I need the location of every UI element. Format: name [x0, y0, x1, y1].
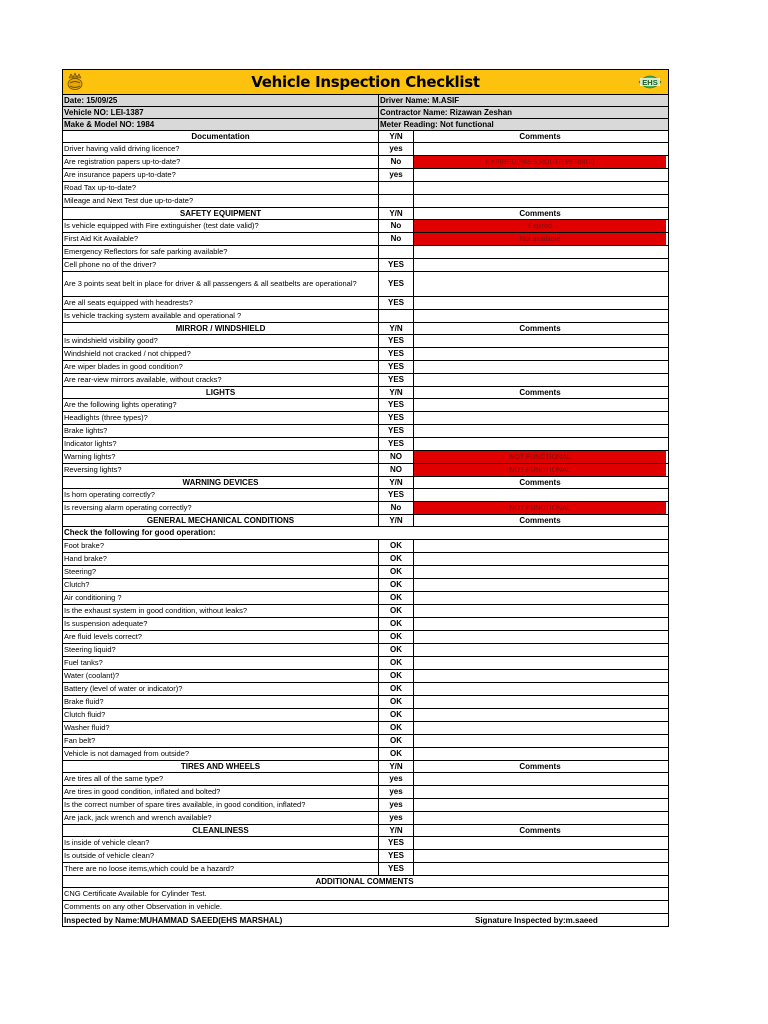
checklist-comment: [414, 246, 666, 258]
comments-column-header: Comments: [519, 387, 561, 397]
section-header: [63, 386, 668, 398]
checklist-row: [63, 656, 668, 669]
checklist-answer: YES: [379, 837, 414, 849]
checklist-row: [63, 450, 668, 463]
checklist-question: Road Tax up-to-date?: [63, 182, 379, 194]
checklist-comment: [414, 786, 666, 798]
checklist-question: Washer fluid?: [63, 722, 379, 734]
checklist-row: [63, 155, 668, 168]
checklist-answer: [379, 182, 414, 194]
checklist-answer: No: [379, 233, 414, 245]
comments-column-header: Comments: [519, 131, 561, 141]
checklist-row: [63, 501, 668, 514]
checklist-question: Mileage and Next Test due up-to-date?: [63, 195, 379, 207]
checklist-row: [63, 682, 668, 695]
checklist-answer: YES: [379, 412, 414, 424]
additional-comment-text: Comments on any other Observation in vehicle.: [64, 902, 222, 912]
contractor-name-field: Contractor Name: Rizawan Zeshan: [380, 108, 513, 117]
checklist-comment: [414, 566, 666, 578]
checklist-question: Is the exhaust system in good condition, without leaks?: [63, 605, 379, 617]
checklist-question: Clutch?: [63, 579, 379, 591]
checklist-comment: [414, 348, 666, 360]
checklist-question: Is vehicle equipped with Fire extinguisher (test date valid)?: [63, 220, 379, 232]
section-title: GENERAL MECHANICAL CONDITIONS: [63, 515, 379, 526]
checklist-comment: [414, 259, 666, 271]
checklist-comment: [414, 722, 666, 734]
section-header: [63, 322, 668, 334]
inspected-by-field: Inspected by Name:MUHAMMAD SAEED(EHS MARSHAL): [64, 915, 283, 925]
checklist-row: [63, 309, 668, 322]
checklist-comment: [414, 553, 666, 565]
checklist-answer: YES: [379, 399, 414, 411]
checklist-question: Brake lights?: [63, 425, 379, 437]
checklist-comment: [414, 863, 666, 875]
checklist-row: [63, 360, 668, 373]
checklist-row: [63, 811, 668, 824]
yn-column-header: Y/N: [379, 208, 414, 219]
section-title: Documentation: [63, 131, 379, 142]
checklist-row: [63, 552, 668, 565]
checklist-comment: Not available: [414, 233, 666, 245]
checklist-row: [63, 630, 668, 643]
checklist-comment: [414, 412, 666, 424]
comments-column-header: Comments: [519, 761, 561, 771]
checklist-comment: [414, 837, 666, 849]
comments-column-header: Comments: [519, 323, 561, 333]
checklist-question: Headlights (three types)?: [63, 412, 379, 424]
make-model-field: Make & Model NO: 1984: [63, 119, 379, 130]
checklist-question: Are registration papers up-to-date?: [63, 156, 379, 168]
checklist-row: [63, 604, 668, 617]
checklist-question: Are insurance papers up-to-date?: [63, 169, 379, 181]
checklist-row: [63, 747, 668, 760]
checklist-row: [63, 578, 668, 591]
checklist-comment: [414, 773, 666, 785]
checklist-answer: YES: [379, 259, 414, 271]
checklist-answer: yes: [379, 773, 414, 785]
checklist-row: [63, 181, 668, 194]
checklist-question: Steering liquid?: [63, 644, 379, 656]
checklist-answer: OK: [379, 696, 414, 708]
checklist-question: Hand brake?: [63, 553, 379, 565]
checklist-question: Is suspension adequate?: [63, 618, 379, 630]
section-title: MIRROR / WINDSHIELD: [63, 323, 379, 334]
title-bar: [63, 69, 668, 94]
checklist-question: Are tires all of the same type?: [63, 773, 379, 785]
checklist-answer: No: [379, 502, 414, 514]
checklist-row: [63, 785, 668, 798]
additional-comments-title: ADDITIONAL COMMENTS: [315, 876, 414, 886]
comments-column-header: Comments: [519, 477, 561, 487]
yn-column-header: Y/N: [379, 477, 414, 488]
yn-column-header: Y/N: [379, 131, 414, 142]
checklist-comment: [414, 438, 666, 450]
checklist-comment: [414, 361, 666, 373]
checklist-answer: OK: [379, 670, 414, 682]
checklist-answer: NO: [379, 464, 414, 476]
section-subheading: Check the following for good operation:: [64, 528, 216, 537]
checklist-answer: YES: [379, 374, 414, 386]
section-title: CLEANLINESS: [63, 825, 379, 836]
checklist-comment: [414, 812, 666, 824]
checklist-answer: YES: [379, 489, 414, 501]
checklist-question: Driver having valid driving licence?: [63, 143, 379, 155]
checklist-answer: YES: [379, 297, 414, 309]
checklist-question: Warning lights?: [63, 451, 379, 463]
section-title: SAFETY EQUIPMENT: [63, 208, 379, 219]
checklist-comment: [414, 195, 666, 207]
checklist-comment: Expired: [414, 220, 666, 232]
checklist-row: [63, 219, 668, 232]
checklist-question: Are all seats equipped with headrests?: [63, 297, 379, 309]
comments-column-header: Comments: [519, 515, 561, 525]
checklist-answer: yes: [379, 143, 414, 155]
checklist-row: [63, 643, 668, 656]
checklist-question: First Aid Kit Available?: [63, 233, 379, 245]
checklist-question: Are wiper blades in good condition?: [63, 361, 379, 373]
checklist-comment: NOT FUNCTIONAL: [414, 451, 666, 463]
checklist-question: Brake fluid?: [63, 696, 379, 708]
yn-column-header: Y/N: [379, 515, 414, 526]
checklist-question: Water (coolant)?: [63, 670, 379, 682]
checklist-answer: [379, 310, 414, 322]
page-title: Vehicle Inspection Checklist: [251, 73, 480, 91]
checklist-answer: OK: [379, 748, 414, 760]
checklist-question: Is inside of vehicle clean?: [63, 837, 379, 849]
checklist-comment: [414, 735, 666, 747]
checklist-row: [63, 617, 668, 630]
checklist-row: [63, 296, 668, 309]
checklist-comment: [414, 374, 666, 386]
checklist-row: [63, 373, 668, 386]
checklist-question: Are tires in good condition, inflated and bolted?: [63, 786, 379, 798]
inspection-checklist-sheet: [62, 69, 669, 927]
checklist-question: Emergency Reflectors for safe parking available?: [63, 246, 379, 258]
additional-comments-heading: [63, 875, 668, 887]
checklist-question: Is windshield visibility good?: [63, 335, 379, 347]
additional-comment-line: [63, 887, 668, 900]
checklist-comment: [414, 310, 666, 322]
checklist-answer: OK: [379, 644, 414, 656]
checklist-answer: OK: [379, 605, 414, 617]
yn-column-header: Y/N: [379, 323, 414, 334]
checklist-row: [63, 245, 668, 258]
checklist-answer: yes: [379, 169, 414, 181]
checklist-answer: OK: [379, 735, 414, 747]
checklist-answer: OK: [379, 722, 414, 734]
checklist-row: [63, 334, 668, 347]
checklist-row: [63, 772, 668, 785]
checklist-answer: OK: [379, 592, 414, 604]
checklist-answer: yes: [379, 786, 414, 798]
additional-comment-line: [63, 900, 668, 913]
checklist-comment: [414, 489, 666, 501]
checklist-answer: yes: [379, 799, 414, 811]
additional-comment-text: CNG Certificate Available for Cylinder Test.: [64, 889, 207, 899]
section-header: [63, 760, 668, 772]
checklist-question: Is reversing alarm operating correctly?: [63, 502, 379, 514]
checklist-row: [63, 862, 668, 875]
section-subheading-row: [63, 526, 668, 539]
checklist-row: [63, 708, 668, 721]
checklist-row: [63, 539, 668, 552]
checklist-answer: No: [379, 156, 414, 168]
checklist-answer: NO: [379, 451, 414, 463]
checklist-answer: OK: [379, 566, 414, 578]
checklist-question: Foot brake?: [63, 540, 379, 552]
checklist-question: Windshield not cracked / not chipped?: [63, 348, 379, 360]
checklist-question: Fuel tanks?: [63, 657, 379, 669]
checklist-row: [63, 463, 668, 476]
checklist-answer: [379, 246, 414, 258]
checklist-question: Battery (level of water or indicator)?: [63, 683, 379, 695]
checklist-row: [63, 734, 668, 747]
section-header: [63, 130, 668, 142]
checklist-comment: [414, 748, 666, 760]
checklist-row: [63, 398, 668, 411]
checklist-answer: YES: [379, 425, 414, 437]
checklist-question: Is the correct number of spare tires available, in good condition, inflated?: [63, 799, 379, 811]
crown-emblem-icon: [66, 72, 84, 91]
checklist-question: Fan belt?: [63, 735, 379, 747]
checklist-answer: OK: [379, 579, 414, 591]
checklist-comment: NOT FUNCTIONAL: [414, 502, 666, 514]
checklist-row: [63, 836, 668, 849]
checklist-question: Are jack, jack wrench and wrench available?: [63, 812, 379, 824]
driver-name-field: Driver Name: M.ASIF: [380, 96, 460, 105]
checklist-row: [63, 424, 668, 437]
section-title: WARNING DEVICES: [63, 477, 379, 488]
checklist-row: [63, 194, 668, 207]
checklist-comment: [414, 540, 666, 552]
checklist-answer: OK: [379, 683, 414, 695]
checklist-answer: No: [379, 220, 414, 232]
checklist-row: [63, 271, 668, 296]
checklist-answer: YES: [379, 348, 414, 360]
section-title: LIGHTS: [63, 387, 379, 398]
signature-field: Signature Inspected by:m.saeed: [475, 915, 598, 925]
checklist-answer: OK: [379, 618, 414, 630]
checklist-comment: [414, 425, 666, 437]
checklist-row: [63, 669, 668, 682]
checklist-question: Are fluid levels correct?: [63, 631, 379, 643]
checklist-comment: [414, 683, 666, 695]
checklist-comment: [414, 618, 666, 630]
checklist-comment: [414, 657, 666, 669]
checklist-row: [63, 721, 668, 734]
checklist-comment: [414, 631, 666, 643]
checklist-question: Are rear-view mirrors available, without cracks?: [63, 374, 379, 386]
checklist-answer: YES: [379, 438, 414, 450]
checklist-comment: [414, 143, 666, 155]
section-header: [63, 476, 668, 488]
checklist-question: Air conditioning ?: [63, 592, 379, 604]
checklist-row: [63, 258, 668, 271]
checklist-row: [63, 411, 668, 424]
info-row-2: [63, 106, 668, 118]
checklist-row: [63, 347, 668, 360]
checklist-row: [63, 142, 668, 155]
checklist-comment: [414, 579, 666, 591]
section-header: [63, 514, 668, 526]
checklist-question: There are no loose items,which could be a hazard?: [63, 863, 379, 875]
checklist-question: Are the following lights operating?: [63, 399, 379, 411]
checklist-answer: yes: [379, 812, 414, 824]
comments-column-header: Comments: [519, 825, 561, 835]
signature-row: [63, 913, 668, 926]
checklist-comment: NOT FUNCTIONAL: [414, 464, 666, 476]
checklist-answer: [379, 195, 414, 207]
checklist-row: [63, 232, 668, 245]
date-field: Date: 15/09/25: [63, 95, 379, 106]
checklist-comment: [414, 335, 666, 347]
checklist-question: Reversing lights?: [63, 464, 379, 476]
checklist-comment: [414, 272, 666, 296]
checklist-question: Are 3 points seat belt in place for driver & all passengers & all seatbelts are operational?: [63, 272, 379, 296]
checklist-answer: OK: [379, 657, 414, 669]
vehicle-no-field: Vehicle NO: LEI-1387: [63, 107, 379, 118]
section-header: [63, 207, 668, 219]
checklist-answer: OK: [379, 553, 414, 565]
checklist-answer: YES: [379, 361, 414, 373]
checklist-answer: OK: [379, 540, 414, 552]
checklist-answer: YES: [379, 272, 414, 296]
yn-column-header: Y/N: [379, 825, 414, 836]
checklist-question: Is vehicle tracking system available and operational ?: [63, 310, 379, 322]
checklist-row: [63, 437, 668, 450]
checklist-question: Steering?: [63, 566, 379, 578]
checklist-question: Clutch fluid?: [63, 709, 379, 721]
ehs-logo-text: EHS: [642, 78, 658, 87]
checklist-comment: [414, 850, 666, 862]
checklist-sections: [63, 130, 668, 875]
checklist-answer: YES: [379, 850, 414, 862]
checklist-question: Is horn operating correctly?: [63, 489, 379, 501]
checklist-row: [63, 849, 668, 862]
checklist-comment: [414, 670, 666, 682]
info-row-3: [63, 118, 668, 130]
checklist-answer: OK: [379, 631, 414, 643]
checklist-row: [63, 591, 668, 604]
checklist-question: Indicator lights?: [63, 438, 379, 450]
checklist-comment: [414, 605, 666, 617]
comments-column-header: Comments: [519, 208, 561, 218]
checklist-comment: [414, 592, 666, 604]
checklist-answer: YES: [379, 863, 414, 875]
checklist-comment: EXPIRED(PASS,ROUTE PERMIT): [414, 156, 666, 168]
checklist-comment: [414, 799, 666, 811]
meter-reading-field: Meter Reading: Not functional: [380, 120, 494, 129]
info-row-1: [63, 94, 668, 106]
checklist-row: [63, 798, 668, 811]
checklist-answer: YES: [379, 335, 414, 347]
checklist-comment: [414, 399, 666, 411]
checklist-comment: [414, 696, 666, 708]
checklist-row: [63, 168, 668, 181]
checklist-comment: [414, 709, 666, 721]
checklist-answer: OK: [379, 709, 414, 721]
checklist-row: [63, 565, 668, 578]
checklist-comment: [414, 644, 666, 656]
section-title: TIRES AND WHEELS: [63, 761, 379, 772]
checklist-comment: [414, 182, 666, 194]
checklist-comment: [414, 297, 666, 309]
checklist-row: [63, 695, 668, 708]
checklist-comment: [414, 169, 666, 181]
ehs-logo-icon: [637, 72, 663, 92]
checklist-question: Vehicle is not damaged from outside?: [63, 748, 379, 760]
yn-column-header: Y/N: [379, 761, 414, 772]
yn-column-header: Y/N: [379, 387, 414, 398]
checklist-row: [63, 488, 668, 501]
checklist-question: Cell phone no of the driver?: [63, 259, 379, 271]
section-header: [63, 824, 668, 836]
checklist-question: Is outside of vehicle clean?: [63, 850, 379, 862]
